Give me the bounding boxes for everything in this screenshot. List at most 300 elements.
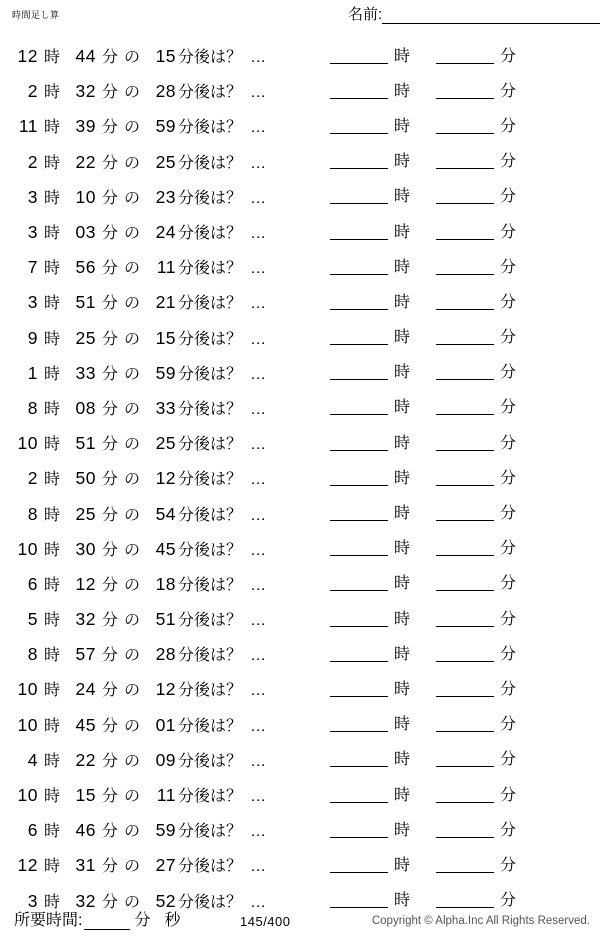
- problem-minute-value: 33: [75, 362, 97, 383]
- answer-minute-input[interactable]: [436, 259, 494, 275]
- answer-minute-unit: 分: [500, 610, 517, 628]
- problem-dots: …: [250, 119, 267, 137]
- answer-area: [330, 48, 542, 64]
- problem-hour-unit: 時: [44, 576, 61, 594]
- answer-minute-input[interactable]: [436, 611, 494, 627]
- answer-minute-input[interactable]: [436, 224, 494, 240]
- problem-minute-unit: 分: [102, 295, 119, 313]
- problem-after-text: 分後は？: [178, 506, 243, 524]
- answer-minute-unit: 分: [500, 47, 517, 65]
- problem-dots: …: [250, 436, 267, 454]
- answer-hour-input[interactable]: [330, 364, 388, 380]
- answer-minute-input[interactable]: [436, 294, 494, 310]
- problem-add-value: 09: [155, 749, 177, 770]
- answer-hour-input[interactable]: [330, 505, 388, 521]
- page-count: 145/400: [240, 914, 291, 929]
- answer-minute-input[interactable]: [436, 575, 494, 591]
- problem-minute-unit: 分: [102, 576, 119, 594]
- problem-hour-value: 11: [18, 116, 38, 137]
- problem-minute-unit: 分: [102, 84, 119, 102]
- problem-minute-value: 39: [75, 116, 97, 137]
- problem-after-text: 分後は？: [178, 752, 243, 770]
- answer-minute-input[interactable]: [436, 857, 494, 873]
- problem-question: [0, 889, 330, 912]
- problem-row: [0, 355, 600, 390]
- answer-hour-unit: 時: [394, 892, 411, 910]
- problem-after-text: 分後は？: [178, 647, 243, 665]
- answer-area: [330, 892, 542, 908]
- answer-minute-unit: 分: [500, 680, 517, 698]
- page-footer: [0, 911, 600, 941]
- problem-hour-value: 9: [27, 327, 38, 348]
- answer-hour-input[interactable]: [330, 329, 388, 345]
- problem-row: [0, 636, 600, 671]
- problem-row: [0, 108, 600, 143]
- problem-no-particle: の: [124, 576, 141, 594]
- answer-minute-unit: 分: [500, 716, 517, 734]
- problem-hour-value: 12: [17, 855, 38, 876]
- answer-minute-unit: 分: [500, 786, 517, 804]
- problem-after-text: 分後は？: [178, 576, 243, 594]
- problem-hour-value: 6: [27, 820, 38, 841]
- problem-hour-value: 3: [27, 222, 38, 243]
- answer-hour-input[interactable]: [330, 48, 388, 64]
- answer-minute-unit: 分: [500, 751, 517, 769]
- problem-minute-value: 03: [75, 222, 97, 243]
- answer-minute-unit: 分: [500, 821, 517, 839]
- problem-after-text: 分後は？: [178, 858, 243, 876]
- answer-area: [330, 224, 542, 240]
- problem-hour-unit: 時: [44, 647, 61, 665]
- answer-hour-input[interactable]: [330, 822, 388, 838]
- problem-dots: …: [250, 330, 267, 348]
- problem-hour-unit: 時: [44, 189, 61, 207]
- problem-no-particle: の: [124, 49, 141, 67]
- problem-question: [0, 361, 330, 384]
- answer-area: [330, 294, 542, 310]
- problem-dots: …: [250, 365, 267, 383]
- answer-hour-unit: 時: [394, 47, 411, 65]
- problem-after-text: 分後は？: [178, 788, 243, 806]
- problem-hour-unit: 時: [44, 260, 61, 278]
- name-label: 名前:: [348, 6, 383, 23]
- problem-row: [0, 249, 600, 284]
- answer-minute-input[interactable]: [436, 505, 494, 521]
- problem-minute-value: 51: [75, 292, 97, 313]
- problem-no-particle: の: [124, 436, 141, 454]
- problem-dots: …: [250, 823, 267, 841]
- problem-dots: …: [250, 400, 267, 418]
- problem-hour-value: 3: [27, 890, 38, 911]
- problem-no-particle: の: [124, 506, 141, 524]
- problem-add-value: 59: [155, 362, 177, 383]
- problem-add-value: 01: [155, 714, 177, 735]
- problem-minute-value: 15: [75, 785, 97, 806]
- problem-hour-value: 10: [17, 714, 38, 735]
- problem-dots: …: [250, 154, 267, 172]
- answer-minute-unit: 分: [500, 469, 517, 487]
- problem-minute-value: 32: [75, 609, 97, 630]
- answer-hour-input[interactable]: [330, 857, 388, 873]
- answer-minute-unit: 分: [500, 258, 517, 276]
- answer-minute-input[interactable]: [436, 540, 494, 556]
- answer-hour-input[interactable]: [330, 224, 388, 240]
- answer-area: [330, 188, 542, 204]
- problem-hour-unit: 時: [44, 365, 61, 383]
- problem-minute-value: 31: [75, 855, 97, 876]
- problem-hour-unit: 時: [44, 154, 61, 172]
- answer-hour-input[interactable]: [330, 259, 388, 275]
- answer-minute-unit: 分: [500, 293, 517, 311]
- name-input-line[interactable]: [382, 6, 600, 24]
- time-taken-minute-unit: 分: [134, 912, 151, 929]
- page-header: [0, 0, 600, 34]
- answer-minute-input[interactable]: [436, 892, 494, 908]
- problem-hour-value: 10: [17, 679, 38, 700]
- answer-area: [330, 83, 542, 99]
- answer-hour-input[interactable]: [330, 153, 388, 169]
- problem-minute-unit: 分: [102, 189, 119, 207]
- problem-add-value: 12: [155, 679, 177, 700]
- problem-hour-unit: 時: [44, 49, 61, 67]
- answer-area: [330, 751, 542, 767]
- problem-hour-value: 5: [27, 609, 38, 630]
- problem-no-particle: の: [124, 823, 141, 841]
- problem-minute-value: 46: [75, 820, 97, 841]
- problem-hour-unit: 時: [44, 717, 61, 735]
- problem-no-particle: の: [124, 119, 141, 137]
- problem-minute-unit: 分: [102, 858, 119, 876]
- problem-no-particle: の: [124, 612, 141, 630]
- answer-area: [330, 681, 542, 697]
- answer-hour-input[interactable]: [330, 540, 388, 556]
- answer-area: [330, 716, 542, 732]
- problem-row: [0, 742, 600, 777]
- problem-after-text: 分後は？: [178, 893, 243, 911]
- answer-minute-input[interactable]: [436, 83, 494, 99]
- problem-hour-unit: 時: [44, 612, 61, 630]
- problem-dots: …: [250, 189, 267, 207]
- problem-hour-value: 2: [27, 468, 38, 489]
- problem-minute-unit: 分: [102, 400, 119, 418]
- problem-hour-unit: 時: [44, 788, 61, 806]
- problem-add-value: 25: [155, 151, 177, 172]
- problem-hour-value: 10: [17, 433, 38, 454]
- problem-minute-unit: 分: [102, 823, 119, 841]
- answer-hour-unit: 時: [394, 153, 411, 171]
- problem-hour-value: 7: [27, 257, 38, 278]
- problem-no-particle: の: [124, 682, 141, 700]
- problem-question: [0, 79, 330, 102]
- problem-hour-unit: 時: [44, 858, 61, 876]
- problem-question: [0, 255, 330, 278]
- problem-dots: …: [250, 295, 267, 313]
- problem-no-particle: の: [124, 788, 141, 806]
- answer-hour-unit: 時: [394, 329, 411, 347]
- answer-minute-input[interactable]: [436, 681, 494, 697]
- problem-minute-value: 10: [75, 186, 97, 207]
- problem-question: [0, 783, 330, 806]
- problem-hour-unit: 時: [44, 119, 61, 137]
- problem-hour-unit: 時: [44, 400, 61, 418]
- answer-minute-input[interactable]: [436, 188, 494, 204]
- answer-hour-input[interactable]: [330, 435, 388, 451]
- problem-dots: …: [250, 752, 267, 770]
- problem-no-particle: の: [124, 858, 141, 876]
- problem-dots: …: [250, 858, 267, 876]
- problem-minute-unit: 分: [102, 260, 119, 278]
- problem-add-value: 59: [155, 820, 177, 841]
- problem-minute-unit: 分: [102, 119, 119, 137]
- answer-hour-input[interactable]: [330, 611, 388, 627]
- answer-minute-unit: 分: [500, 892, 517, 910]
- answer-hour-input[interactable]: [330, 892, 388, 908]
- answer-area: [330, 575, 542, 591]
- problem-minute-value: 44: [75, 46, 97, 67]
- answer-minute-input[interactable]: [436, 470, 494, 486]
- answer-hour-unit: 時: [394, 786, 411, 804]
- problem-hour-unit: 時: [44, 225, 61, 243]
- copyright-notice: Copyright © Alpha.Inc All Rights Reserved.: [371, 915, 590, 927]
- answer-minute-unit: 分: [500, 188, 517, 206]
- problem-dots: …: [250, 84, 267, 102]
- answer-area: [330, 364, 542, 380]
- problem-dots: …: [250, 541, 267, 559]
- answer-hour-input[interactable]: [330, 681, 388, 697]
- problem-question: [0, 853, 330, 876]
- problem-row: [0, 601, 600, 636]
- problem-after-text: 分後は？: [178, 365, 243, 383]
- problem-after-text: 分後は？: [178, 330, 243, 348]
- answer-hour-unit: 時: [394, 716, 411, 734]
- problem-add-value: 51: [155, 609, 177, 630]
- answer-hour-unit: 時: [394, 751, 411, 769]
- problem-after-text: 分後は？: [178, 823, 243, 841]
- problem-minute-unit: 分: [102, 506, 119, 524]
- problem-after-text: 分後は？: [178, 436, 243, 454]
- problem-question: [0, 607, 330, 630]
- problem-dots: …: [250, 471, 267, 489]
- problem-add-value: 21: [155, 292, 177, 313]
- problem-minute-unit: 分: [102, 893, 119, 911]
- problem-hour-unit: 時: [44, 682, 61, 700]
- problem-minute-unit: 分: [102, 365, 119, 383]
- answer-minute-input[interactable]: [436, 435, 494, 451]
- answer-minute-input[interactable]: [436, 153, 494, 169]
- problem-question: [0, 572, 330, 595]
- problem-minute-value: 22: [75, 749, 97, 770]
- answer-minute-input[interactable]: [436, 48, 494, 64]
- answer-hour-input[interactable]: [330, 294, 388, 310]
- answer-hour-input[interactable]: [330, 118, 388, 134]
- answer-hour-input[interactable]: [330, 646, 388, 662]
- problem-hour-unit: 時: [44, 330, 61, 348]
- problem-dots: …: [250, 260, 267, 278]
- problem-hour-value: 12: [17, 46, 38, 67]
- problem-after-text: 分後は？: [178, 295, 243, 313]
- answer-minute-input[interactable]: [436, 329, 494, 345]
- problem-row: [0, 179, 600, 214]
- problem-minute-unit: 分: [102, 225, 119, 243]
- answer-hour-input[interactable]: [330, 575, 388, 591]
- answer-minute-unit: 分: [500, 575, 517, 593]
- problem-row: [0, 390, 600, 425]
- problem-no-particle: の: [124, 893, 141, 911]
- time-taken-block: [14, 911, 180, 930]
- answer-minute-input[interactable]: [436, 716, 494, 732]
- answer-minute-input[interactable]: [436, 751, 494, 767]
- problem-hour-value: 2: [27, 151, 38, 172]
- answer-hour-unit: 時: [394, 364, 411, 382]
- problem-question: [0, 642, 330, 665]
- problem-add-value: 28: [155, 81, 177, 102]
- problem-no-particle: の: [124, 295, 141, 313]
- problem-hour-unit: 時: [44, 823, 61, 841]
- problem-dots: …: [250, 788, 267, 806]
- problem-hour-value: 4: [27, 749, 38, 770]
- answer-hour-input[interactable]: [330, 470, 388, 486]
- problem-dots: …: [250, 893, 267, 911]
- problem-hour-unit: 時: [44, 893, 61, 911]
- answer-minute-input[interactable]: [436, 646, 494, 662]
- problem-row: [0, 707, 600, 742]
- problem-hour-value: 1: [27, 362, 38, 383]
- problem-question: [0, 114, 330, 137]
- problem-minute-unit: 分: [102, 49, 119, 67]
- problem-minute-value: 12: [75, 573, 97, 594]
- answer-area: [330, 118, 542, 134]
- problem-after-text: 分後は？: [178, 400, 243, 418]
- problem-question: [0, 44, 330, 67]
- problem-question: [0, 713, 330, 736]
- answer-hour-unit: 時: [394, 82, 411, 100]
- problem-row: [0, 671, 600, 706]
- problem-after-text: 分後は？: [178, 225, 243, 243]
- answer-area: [330, 822, 542, 838]
- problem-add-value: 59: [155, 116, 177, 137]
- answer-area: [330, 646, 542, 662]
- problem-minute-value: 08: [75, 397, 97, 418]
- answer-hour-unit: 時: [394, 293, 411, 311]
- problem-add-value: 18: [155, 573, 177, 594]
- problem-add-value: 54: [155, 503, 177, 524]
- problem-dots: …: [250, 717, 267, 735]
- problem-hour-value: 3: [27, 186, 38, 207]
- problem-after-text: 分後は？: [178, 471, 243, 489]
- answer-area: [330, 399, 542, 415]
- problem-minute-unit: 分: [102, 717, 119, 735]
- answer-hour-unit: 時: [394, 575, 411, 593]
- problem-minute-unit: 分: [102, 330, 119, 348]
- answer-minute-input[interactable]: [436, 787, 494, 803]
- answer-minute-input[interactable]: [436, 399, 494, 415]
- answer-minute-unit: 分: [500, 117, 517, 135]
- answer-minute-unit: 分: [500, 82, 517, 100]
- problem-dots: …: [250, 647, 267, 665]
- answer-minute-unit: 分: [500, 223, 517, 241]
- answer-hour-input[interactable]: [330, 751, 388, 767]
- answer-hour-unit: 時: [394, 505, 411, 523]
- answer-hour-unit: 時: [394, 434, 411, 452]
- answer-hour-unit: 時: [394, 223, 411, 241]
- problem-no-particle: の: [124, 471, 141, 489]
- time-taken-second-unit: 秒: [164, 912, 181, 929]
- answer-minute-unit: 分: [500, 364, 517, 382]
- problem-hour-value: 8: [27, 397, 38, 418]
- answer-minute-input[interactable]: [436, 118, 494, 134]
- problem-hour-unit: 時: [44, 541, 61, 559]
- answer-hour-input[interactable]: [330, 399, 388, 415]
- problem-question: [0, 502, 330, 525]
- answer-hour-input[interactable]: [330, 188, 388, 204]
- problem-row: [0, 214, 600, 249]
- answer-hour-unit: 時: [394, 399, 411, 417]
- problem-minute-unit: 分: [102, 647, 119, 665]
- answer-hour-unit: 時: [394, 856, 411, 874]
- problem-after-text: 分後は？: [178, 189, 243, 207]
- problem-minute-value: 22: [75, 151, 97, 172]
- problem-add-value: 25: [155, 433, 177, 454]
- problem-minute-value: 51: [75, 433, 97, 454]
- problem-after-text: 分後は？: [178, 84, 243, 102]
- problem-hour-value: 3: [27, 292, 38, 313]
- answer-area: [330, 505, 542, 521]
- answer-area: [330, 787, 542, 803]
- problem-hour-unit: 時: [44, 295, 61, 313]
- answer-minute-input[interactable]: [436, 822, 494, 838]
- problem-dots: …: [250, 225, 267, 243]
- problem-no-particle: の: [124, 154, 141, 172]
- problem-minute-unit: 分: [102, 612, 119, 630]
- answer-hour-input[interactable]: [330, 787, 388, 803]
- answer-hour-input[interactable]: [330, 716, 388, 732]
- problem-question: [0, 220, 330, 243]
- problem-no-particle: の: [124, 330, 141, 348]
- problem-after-text: 分後は？: [178, 49, 243, 67]
- problem-minute-value: 57: [75, 644, 97, 665]
- problem-add-value: 24: [155, 222, 177, 243]
- problem-dots: …: [250, 682, 267, 700]
- problem-minute-unit: 分: [102, 788, 119, 806]
- problem-no-particle: の: [124, 400, 141, 418]
- answer-hour-unit: 時: [394, 610, 411, 628]
- problem-question: [0, 818, 330, 841]
- problem-minute-value: 25: [75, 503, 97, 524]
- answer-minute-input[interactable]: [436, 364, 494, 380]
- problem-question: [0, 326, 330, 349]
- problem-add-value: 12: [155, 468, 177, 489]
- problem-row: [0, 144, 600, 179]
- problem-hour-value: 2: [27, 81, 38, 102]
- answer-minute-unit: 分: [500, 399, 517, 417]
- problem-add-value: 52: [155, 890, 177, 911]
- problem-row: [0, 284, 600, 319]
- problem-question: [0, 290, 330, 313]
- problem-add-value: 11: [156, 257, 177, 278]
- problem-minute-unit: 分: [102, 436, 119, 454]
- problem-after-text: 分後は？: [178, 612, 243, 630]
- problem-after-text: 分後は？: [178, 682, 243, 700]
- problem-add-value: 15: [155, 327, 177, 348]
- problem-row: [0, 566, 600, 601]
- problem-hour-unit: 時: [44, 752, 61, 770]
- problem-add-value: 33: [155, 397, 177, 418]
- answer-hour-input[interactable]: [330, 83, 388, 99]
- answer-area: [330, 329, 542, 345]
- time-taken-minute-input[interactable]: [84, 912, 130, 930]
- answer-minute-unit: 分: [500, 329, 517, 347]
- answer-minute-unit: 分: [500, 153, 517, 171]
